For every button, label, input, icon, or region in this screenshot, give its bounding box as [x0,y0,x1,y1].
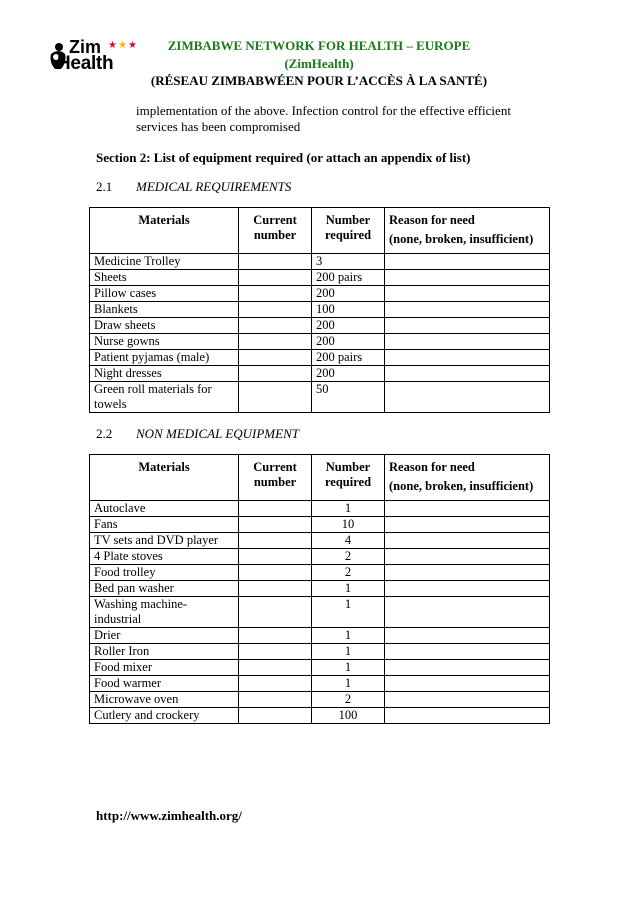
cell-current [239,318,312,334]
cell-required: 200 [312,286,385,302]
cell-material: Food warmer [90,676,239,692]
header-org-abbrev: (ZimHealth) [284,56,354,71]
table-row [90,350,550,366]
table-row [90,628,550,644]
table-row [90,708,550,724]
cell-material: Roller Iron [90,644,239,660]
cell-reason [385,692,550,708]
current-number-header: Current number [239,208,312,254]
cell-required: 1 [312,644,385,660]
cell-required: 200 pairs [312,350,385,366]
cell-current [239,533,312,549]
cell-reason [385,628,550,644]
cell-reason [385,597,550,628]
cell-required: 100 [312,302,385,318]
current-number-header: Current number [239,455,312,501]
cell-required: 10 [312,517,385,533]
cell-required: 4 [312,533,385,549]
reason-subheader: (none, broken, insufficient) [389,232,534,246]
cell-required: 1 [312,581,385,597]
cell-material: Draw sheets [90,318,239,334]
cell-current [239,517,312,533]
cell-material: 4 Plate stoves [90,549,239,565]
table-row [90,660,550,676]
cell-material: Washing machine-industrial [90,597,239,628]
logo-stars-icon: ★★★ [108,40,138,51]
cell-required: 200 [312,366,385,382]
cell-material: Food mixer [90,660,239,676]
section-title: Section 2: List of equipment required (or attach an appendix of list) [96,150,471,165]
non-medical-heading [96,426,299,442]
cell-reason [385,366,550,382]
cell-required: 1 [312,597,385,628]
table-row [90,517,550,533]
table-row [90,676,550,692]
cell-material: Drier [90,628,239,644]
cell-current [239,334,312,350]
table-row [90,644,550,660]
cell-material: Patient pyjamas (male) [90,350,239,366]
medical-heading [96,179,291,195]
table-row [90,366,550,382]
cell-required: 200 [312,318,385,334]
cell-current [239,692,312,708]
cell-reason [385,708,550,724]
cell-material: Medicine Trolley [90,254,239,270]
cell-reason [385,270,550,286]
table-row [90,597,550,628]
cell-material: TV sets and DVD player [90,533,239,549]
materials-header: Materials [90,208,239,254]
cell-current [239,366,312,382]
cell-material: Food trolley [90,565,239,581]
table-row [90,533,550,549]
non-medical-number: 2.2 [96,426,113,441]
cell-required: 2 [312,692,385,708]
logo-health-text: Health [57,53,114,74]
table-row [90,501,550,517]
cell-required: 200 pairs [312,270,385,286]
cell-material: Pillow cases [90,286,239,302]
cell-current [239,254,312,270]
cell-material: Bed pan washer [90,581,239,597]
cell-material: Sheets [90,270,239,286]
non-medical-table [89,454,550,724]
cell-current [239,270,312,286]
cell-current [239,549,312,565]
intro-paragraph: implementation of the above. Infection control for the effective efficient services has been compromised [136,103,511,134]
cell-reason [385,565,550,581]
reason-header: Reason for need (none, broken, insufficient) [385,208,550,254]
table-row [90,270,550,286]
cell-material: Autoclave [90,501,239,517]
cell-required: 1 [312,628,385,644]
medical-number: 2.1 [96,179,113,194]
table-row [90,692,550,708]
table-row [90,549,550,565]
cell-required: 1 [312,676,385,692]
cell-material: Green roll materials for towels [90,382,239,413]
cell-required: 2 [312,549,385,565]
cell-reason [385,660,550,676]
cell-required: 1 [312,660,385,676]
cell-reason [385,501,550,517]
table-header-row [90,455,550,501]
number-required-header: Number required [312,208,385,254]
table-row [90,318,550,334]
materials-header: Materials [90,455,239,501]
table-row [90,334,550,350]
logo-zim-text: Zim [69,37,102,57]
cell-material: Microwave oven [90,692,239,708]
cell-reason [385,318,550,334]
cell-reason [385,302,550,318]
cell-required: 1 [312,501,385,517]
table-row [90,565,550,581]
cell-reason [385,517,550,533]
cell-material: Cutlery and crockery [90,708,239,724]
table-row [90,254,550,270]
cell-current [239,382,312,413]
table-header-row [90,208,550,254]
cell-reason [385,581,550,597]
cell-current [239,350,312,366]
table-row [90,302,550,318]
table-row [90,581,550,597]
cell-required: 100 [312,708,385,724]
cell-required: 2 [312,565,385,581]
cell-reason [385,334,550,350]
cell-required: 200 [312,334,385,350]
table-row [90,382,550,413]
medical-table [89,207,550,413]
cell-reason [385,254,550,270]
cell-material: Blankets [90,302,239,318]
non-medical-title: NON MEDICAL EQUIPMENT [136,426,299,441]
header-org-name: ZIMBABWE NETWORK FOR HEALTH – EUROPE [167,38,471,53]
cell-material: Night dresses [90,366,239,382]
cell-current [239,660,312,676]
reason-subheader: (none, broken, insufficient) [389,479,534,493]
cell-current [239,597,312,628]
cell-reason [385,350,550,366]
number-required-header: Number required [312,455,385,501]
cell-current [239,302,312,318]
header-org-french: (RÉSEAU ZIMBABWÉEN POUR L’ACCÈS À LA SANTÉ) [150,73,488,88]
cell-reason [385,382,550,413]
cell-current [239,501,312,517]
cell-reason [385,286,550,302]
cell-material: Fans [90,517,239,533]
cell-current [239,628,312,644]
cell-reason [385,549,550,565]
cell-reason [385,533,550,549]
cell-required: 3 [312,254,385,270]
cell-reason [385,676,550,692]
reason-header: Reason for need (none, broken, insufficient) [385,455,550,501]
table-row [90,286,550,302]
cell-current [239,581,312,597]
cell-current [239,644,312,660]
cell-material: Nurse gowns [90,334,239,350]
cell-current [239,286,312,302]
medical-title: MEDICAL REQUIREMENTS [136,179,292,194]
cell-current [239,565,312,581]
cell-current [239,676,312,692]
cell-reason [385,644,550,660]
cell-current [239,708,312,724]
cell-required: 50 [312,382,385,413]
footer-url[interactable]: http://www.zimhealth.org/ [96,808,242,823]
